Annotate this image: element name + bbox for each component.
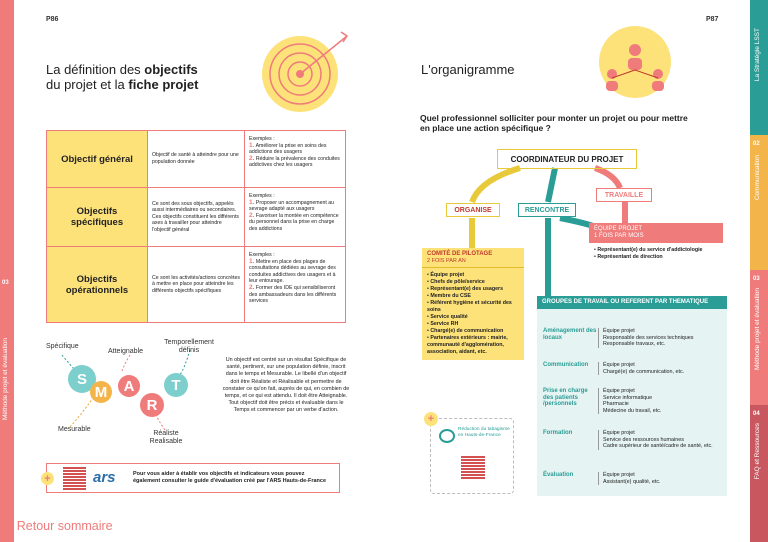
table-row: Formation Équipe projet Service des ressources humaines Cadre supérieur de santé/cadre de santé, etc. [543, 430, 723, 450]
row-definition: Ce sont des sous objectifs, appelés aussi intermédiaires ou secondaires. Ces objectifs constituent les différents axes à travailler pour atteindre l'objectif général [148, 188, 245, 246]
row-heading: Objectifs spécifiques [47, 188, 148, 246]
groupes-travail-box [537, 296, 727, 496]
equipe-projet-box [589, 223, 723, 278]
tabac-logo-box [427, 413, 514, 494]
objectives-table [46, 130, 346, 323]
smart-explanation: Un objectif est centré sur un résultat Spécifique de santé, pertinent, sur une population définie, inscrit dans le temps et Mesurable. Le libellé d'un objectif doit être Réaliste et Réalisable et permettre de constater ce qu'on fait, auprès de qui, en combien de temps, et ce qui est attendu. Il doit être Atteignable. Tout objectif doit être précis et évaluable dans le Temps et commencer par un verbe d'action. [222, 357, 350, 414]
row-heading: Objectifs opérationnels [47, 247, 148, 322]
table-row [47, 131, 345, 188]
right-page-title: L'organigramme [421, 62, 515, 77]
comite-title: COMITÉ DE PILOTAGE [427, 251, 493, 257]
smart-letter-m: M [90, 381, 112, 403]
side-tab-label: Méthode projet et évaluation [2, 337, 9, 420]
table-row [47, 247, 345, 322]
smart-diagram [40, 335, 220, 450]
list-item: • Équipe projet [427, 272, 465, 278]
list-item: • Chefs de pôle/service [427, 279, 485, 285]
side-tab-number: 03 [2, 280, 9, 286]
list-item: • Référent hygiène et sécurité des soins [427, 300, 512, 313]
groupes-title: GROUPES DE TRAVAIL OU REFERENT PAR THEMATIQUE [537, 296, 727, 309]
list-item: • Représentant(e) des usagers [427, 286, 504, 292]
row-examples: Exemples : 1. Améliorer la prise en soins des addictions des usagers 2. Réduire la prévalence des conduites addictives chez les usagers [249, 136, 340, 169]
retour-sommaire-link[interactable]: > Retour sommaire [6, 519, 113, 533]
smart-letter-a: A [118, 375, 140, 397]
smart-label-temporellement: Temporellement définis [164, 339, 214, 354]
team-illustration [580, 22, 690, 102]
smart-letter-t: T [164, 373, 188, 397]
row-examples: Exemples : 1. Proposer un accompagnement au sevrage adapté aux usagers 2. Favoriser la montée en compétence du personnel dans la prise en charge des addictions [249, 193, 339, 232]
label-rencontre: RENCONTRE [518, 203, 576, 217]
equipe-title: ÉQUIPE PROJET 1 FOIS PAR MOIS [589, 223, 723, 243]
list-item: • Membre du CSE [427, 293, 471, 299]
tabac-logo-text: Réduction du tabagisme en Hauts-de-France [458, 427, 510, 438]
smart-label-mesurable: Mesurable [58, 426, 91, 433]
list-item: • Représentant de direction [594, 254, 663, 260]
coordinateur-box: COORDINATEUR DU PROJET [497, 149, 637, 169]
smart-label-realiste: Réaliste Realisable [149, 430, 183, 445]
plus-icon: + [424, 412, 438, 426]
smart-letter-r: R [140, 393, 164, 417]
page-number-right: P87 [706, 16, 719, 23]
side-tab-methode[interactable]: 03 Méthode projet et évaluation [750, 270, 768, 405]
question-heading: Quel professionnel solliciter pour monter un projet ou pour mettre en place une action spécifique ? [420, 113, 688, 133]
smart-label-specifique: Spécifique [46, 343, 79, 350]
label-travaille: TRAVAILLE [596, 188, 652, 202]
ars-info-box [46, 463, 340, 493]
page-number-left: P86 [46, 16, 59, 23]
table-row: Évaluation Équipe projet Assistant(e) qualité, etc. [543, 472, 723, 485]
label-organise: ORGANISE [446, 203, 500, 217]
ars-logo: ars [93, 469, 116, 486]
table-row: Aménagement des locaux Équipe projet Responsable des services techniques Responsable travaux, etc. [543, 328, 723, 348]
row-heading: Objectif général [47, 131, 148, 187]
table-row [47, 188, 345, 247]
list-item: • Service qualité [427, 314, 468, 320]
side-tab-communication[interactable]: 02 Communication [750, 135, 768, 270]
list-item: • Service RH [427, 321, 459, 327]
comite-frequency: 2 FOIS PAR AN [422, 258, 524, 268]
left-side-tab[interactable] [0, 0, 14, 542]
row-definition: Ce sont les activités/actions concrètes à mettre en place pour atteindre les différents objectifs spécifiques [148, 247, 245, 322]
list-item: • Chargé(e) de communication [427, 328, 504, 334]
target-icon [255, 26, 365, 116]
side-tab-faq[interactable]: 04 FAQ et Ressources [750, 405, 768, 542]
row-definition: Objectif de santé à atteindre pour une population donnée [148, 131, 245, 187]
smart-label-atteignable: Atteignable [108, 348, 144, 355]
left-page-title: La définition des objectifs du projet et la fiche projet [46, 62, 199, 92]
table-row: Communication Équipe projet Chargé(e) de communication, etc. [543, 362, 723, 375]
qr-code-icon[interactable] [461, 455, 485, 479]
comite-pilotage-box [422, 248, 524, 360]
plus-icon: + [41, 472, 54, 485]
qr-code-icon[interactable] [63, 467, 86, 490]
table-row: Prise en charge des patients /personnels Équipe projet Service informatique Pharmacie Médecine du travail, etc. [543, 388, 723, 414]
heart-icon [439, 429, 455, 443]
row-examples: Exemples : 1. Mettre en place des plages de consultations dédiées au sevrage des conduites addictives des usagers et à leur entourage. 2. Former des IDE qui sensibiliseront des ambassadeurs dans les différents services [249, 252, 337, 305]
list-item: • Représentant(e) du service d'addictologie [594, 247, 703, 253]
smart-letter-s: S [68, 365, 96, 393]
right-side-tabs [750, 0, 768, 542]
ars-text: Pour vous aider à établir vos objectifs et indicateurs vous pouvez également consulter le guide d'évaluation créé par l'ARS Hauts-de-France [133, 471, 327, 484]
side-tab-strategie[interactable]: La Stratégie LSST [750, 0, 768, 135]
list-item: • Partenaires extérieurs : mairie, communauté d'agglomération, association, aidant, etc. [427, 335, 508, 355]
